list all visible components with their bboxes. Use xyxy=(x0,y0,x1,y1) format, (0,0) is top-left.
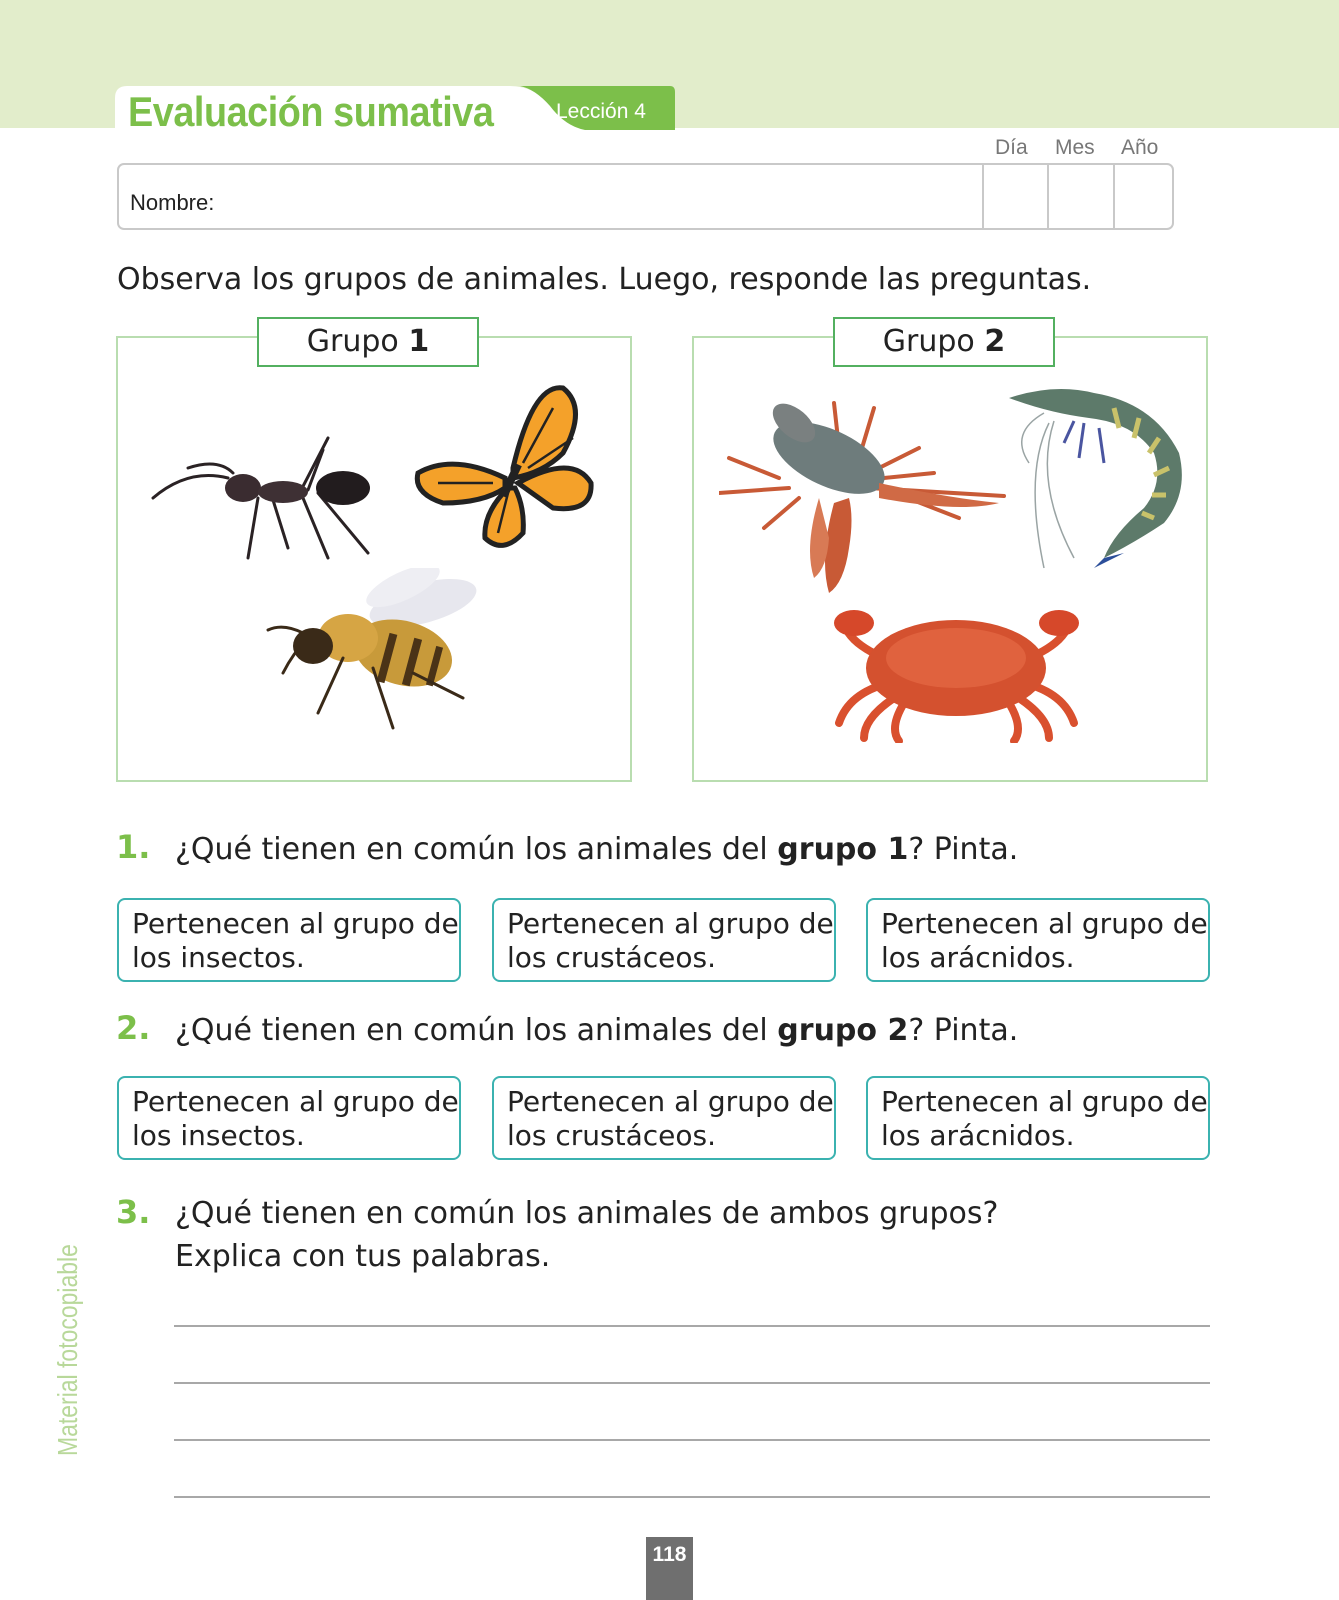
option-line: los arácnidos. xyxy=(881,941,1075,974)
question-3-number: 3. xyxy=(116,1193,151,1231)
question-2-number: 2. xyxy=(116,1009,151,1047)
q1-option-insectos[interactable] xyxy=(117,898,461,982)
q1-option-crustaceos[interactable] xyxy=(492,898,836,982)
option-line: Pertenecen al grupo de xyxy=(132,1085,459,1118)
year-field[interactable] xyxy=(1113,168,1171,225)
option-line: Pertenecen al grupo de xyxy=(507,1085,834,1118)
bee-image xyxy=(263,568,493,738)
name-label: Nombre: xyxy=(130,190,215,215)
question-3-line-2: Explica con tus palabras. xyxy=(175,1239,551,1274)
answer-line[interactable] xyxy=(174,1325,1210,1327)
option-line: Pertenecen al grupo de xyxy=(881,1085,1208,1118)
ant-image xyxy=(148,428,388,568)
page-number: 118 xyxy=(646,1537,693,1600)
name-field[interactable] xyxy=(225,168,975,225)
q2-option-crustaceos[interactable] xyxy=(492,1076,836,1160)
group-2-panel xyxy=(692,336,1208,782)
group-label-prefix: Grupo xyxy=(882,324,975,359)
option-line: los crustáceos. xyxy=(507,941,717,974)
question-1-number: 1. xyxy=(116,828,151,866)
shrimp-image xyxy=(1004,383,1194,573)
question-text-bold: grupo 2 xyxy=(777,1013,909,1048)
sidebar-note: Material fotocopiable xyxy=(52,1244,83,1456)
group-label-number: 2 xyxy=(984,324,1006,359)
answer-line[interactable] xyxy=(174,1382,1210,1384)
butterfly-image xyxy=(413,383,598,558)
instruction-text: Observa los grupos de animales. Luego, responde las preguntas. xyxy=(117,262,1092,297)
q2-option-aracnidos[interactable] xyxy=(866,1076,1210,1160)
q1-option-aracnidos[interactable] xyxy=(866,898,1210,982)
question-text-part: ? Pinta. xyxy=(908,1013,1019,1048)
question-text-part: ¿Qué tienen en común los animales del xyxy=(175,832,778,867)
option-line: los insectos. xyxy=(132,1119,305,1152)
year-label: Año xyxy=(1121,136,1159,159)
question-2-text xyxy=(175,1013,1018,1048)
lesson-badge: Lección 4 xyxy=(556,100,646,123)
option-line: Pertenecen al grupo de xyxy=(507,907,834,940)
question-1-text xyxy=(175,832,1018,867)
answer-line[interactable] xyxy=(174,1496,1210,1498)
question-3-line-1: ¿Qué tienen en común los animales de ambos grupos? xyxy=(175,1196,999,1231)
crab-image xyxy=(829,603,1084,743)
group-label-number: 1 xyxy=(408,324,430,359)
group-1-title xyxy=(257,317,479,367)
option-line: Pertenecen al grupo de xyxy=(881,907,1208,940)
month-label: Mes xyxy=(1055,136,1095,159)
month-field[interactable] xyxy=(1047,168,1107,225)
option-line: los arácnidos. xyxy=(881,1119,1075,1152)
question-text-bold: grupo 1 xyxy=(777,832,909,867)
question-text-part: ? Pinta. xyxy=(908,832,1019,867)
crayfish-image xyxy=(719,388,1009,598)
group-2-title xyxy=(833,317,1055,367)
option-line: los crustáceos. xyxy=(507,1119,717,1152)
day-label: Día xyxy=(995,136,1028,159)
question-text-part: ¿Qué tienen en común los animales del xyxy=(175,1013,778,1048)
answer-line[interactable] xyxy=(174,1439,1210,1441)
page-title: Evaluación sumativa xyxy=(128,88,494,135)
option-line: los insectos. xyxy=(132,941,305,974)
option-line: Pertenecen al grupo de xyxy=(132,907,459,940)
group-label-prefix: Grupo xyxy=(306,324,399,359)
group-1-panel xyxy=(116,336,632,782)
q2-option-insectos[interactable] xyxy=(117,1076,461,1160)
day-field[interactable] xyxy=(982,168,1042,225)
